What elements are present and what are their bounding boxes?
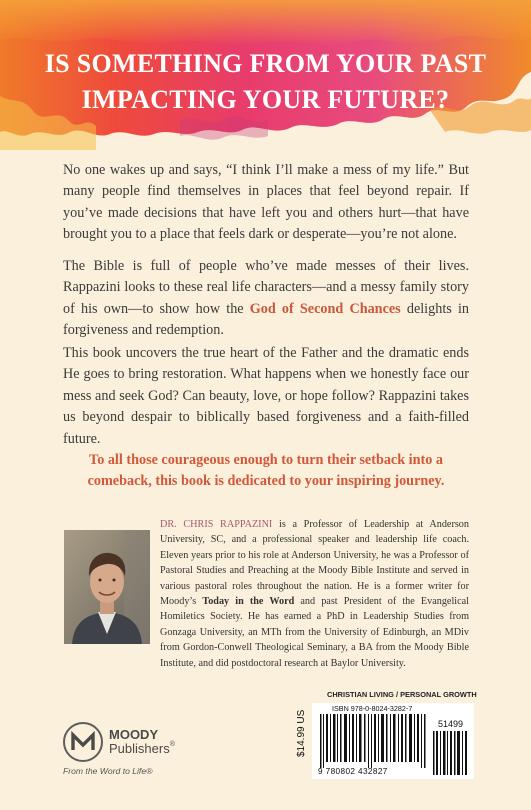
bible-paragraph-start: The Bible is full of people who’ve made messes of their lives. Rappazini looks to these real life characters—and a messy family story of his own—to show how the [63, 258, 469, 317]
price-label: $14.99 US [296, 709, 307, 757]
publisher-tagline: From the Word to Life® [63, 766, 153, 776]
author-bio [160, 517, 469, 671]
highlight-god-of-second-chances: God of Second Chances [249, 300, 401, 317]
isbn-number: ISBN 978-0-8024-3282-7 [332, 704, 413, 713]
cover-headline [0, 46, 531, 118]
author-bio-part-1: is a Professor of Leadership at Anderson University, SC, and a professional speaker and leadership life coach. Eleven years prior to his role at Anderson University, he was a Professor of Pastoral Studies and Preaching at the Moody Bible Institute and served in various pastoral roles throughout the nation. He is a former writer for Moody’s [160, 519, 469, 608]
barcode-digits: 9 780802 432827 [318, 767, 388, 776]
publisher-name-moody: MOODY [109, 727, 159, 742]
publication-title: Today in the Word [202, 596, 295, 608]
author-bio-part-2: and past President of the Evangelical Homiletics Society. He has earned a PhD in Leadership Studies from Gonzaga University, an MTh from the University of Edinburgh, an MDiv from Gordon-Conwell Theological Seminary, a BA from the Moody Bible Institute, and did postdoctoral research at Baylor University. [160, 596, 469, 669]
publisher-name-publishers [109, 741, 175, 756]
moody-m-icon [63, 722, 103, 762]
bible-paragraph [63, 256, 469, 342]
barcode-block [312, 703, 474, 779]
publisher-logo [63, 722, 233, 782]
dedication: To all those courageous enough to turn their setback into a comeback, this book is dedicated to your inspiring journey. [87, 452, 445, 490]
trademark-symbol: ® [169, 741, 175, 748]
intro-paragraph: No one wakes up and says, “I think I’ll make a mess of my life.” But many people find themselves in places that feel beyond repair. If you’ve made decisions that have left you and others hurt—that have brought you to a place that feels dark or desperate—you’re not alone. [63, 162, 469, 243]
price-code: 51499 [438, 719, 464, 729]
bible-paragraph-end: delights in forgiveness and redemption. [63, 300, 469, 339]
headline-line-2: IMPACTING YOUR FUTURE? [81, 85, 450, 114]
author-name: DR. CHRIS RAPPAZINI [160, 519, 273, 530]
book-summary-paragraph: This book uncovers the true heart of the Father and the dramatic ends He goes to bring restoration. What happens when we honestly face our mess and seek God? Can beauty, love, or hope follow? Rappazini takes us beyond despair to biblically based forgiveness and a faith-filled future. [63, 345, 469, 447]
publisher-name-rest: Publishers [109, 741, 170, 756]
author-photo [64, 530, 150, 644]
headline-line-1: IS SOMETHING FROM YOUR PAST [44, 49, 487, 78]
price-barcode [432, 731, 470, 775]
category-label: CHRISTIAN LIVING / PERSONAL GROWTH [327, 690, 477, 699]
ean-barcode [318, 714, 430, 768]
